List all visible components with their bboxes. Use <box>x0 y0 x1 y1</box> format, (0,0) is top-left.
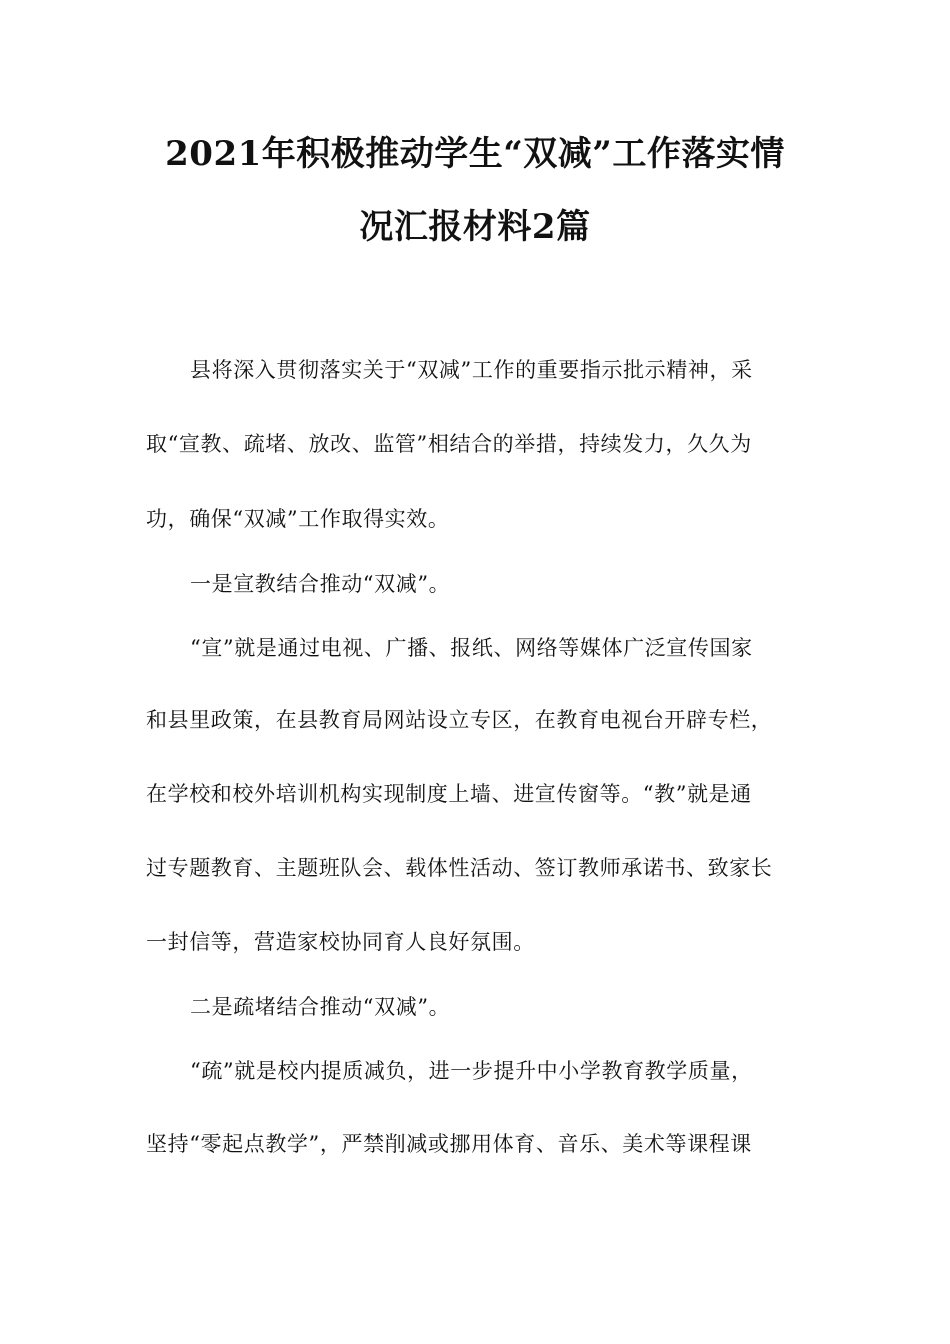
body-line-9: 一封信等，营造家校协同育人良好氛围。 <box>146 930 535 954</box>
document-title-line-2: 况汇报材料2篇 <box>359 207 591 247</box>
document-title-line-1: 2021年积极推动学生“双减”工作落实情 <box>165 134 785 174</box>
body-line-3: 功，确保“双减”工作取得实效。 <box>146 507 450 531</box>
body-line-2: 取“宣教、疏堵、放改、监管”相结合的举措，持续发力，久久为 <box>146 432 752 456</box>
body-line-5: “宣”就是通过电视、广播、报纸、网络等媒体广泛宣传国家 <box>190 636 753 660</box>
body-line-11: “疏”就是校内提质减负，进一步提升中小学教育教学质量， <box>190 1059 753 1083</box>
body-line-8: 过专题教育、主题班队会、载体性活动、签订教师承诺书、致家长 <box>146 856 773 880</box>
body-line-12: 坚持“零起点教学”，严禁削减或挪用体育、音乐、美术等课程课 <box>146 1132 752 1156</box>
body-line-6: 和县里政策，在县教育局网站设立专区，在教育电视台开辟专栏， <box>146 708 773 732</box>
section-heading-1: 一是宣教结合推动“双减”。 <box>190 572 451 596</box>
section-heading-2: 二是疏堵结合推动“双减”。 <box>190 995 451 1019</box>
body-line-1: 县将深入贯彻落实关于“双减”工作的重要指示批示精神，采 <box>190 358 753 382</box>
body-line-7: 在学校和校外培训机构实现制度上墙、进宣传窗等。“教”就是通 <box>146 782 752 806</box>
